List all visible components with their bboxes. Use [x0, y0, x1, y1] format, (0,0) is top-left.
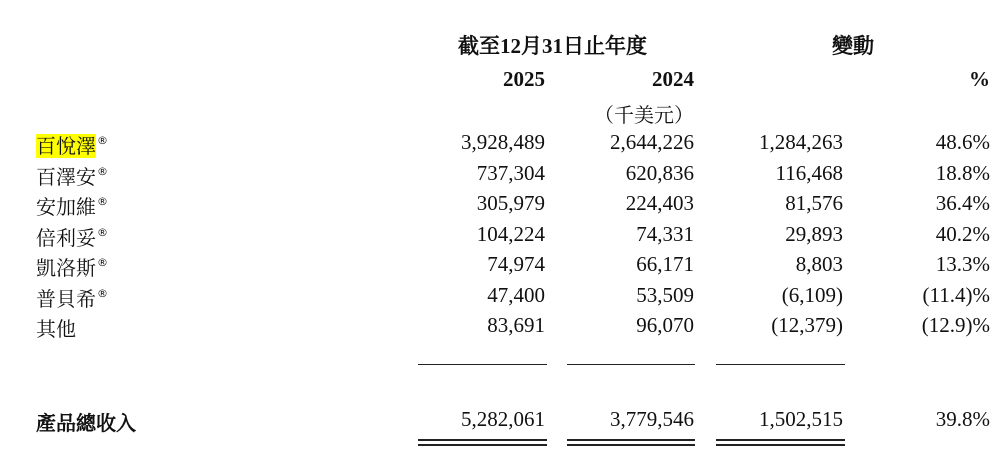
registered-mark: ®	[97, 256, 108, 269]
product-name: 凱洛斯	[36, 256, 96, 280]
registered-mark: ®	[97, 165, 108, 178]
value-pct: (12.9)%	[921, 313, 990, 337]
value-pct: 40.2%	[935, 222, 990, 246]
value-2025: 3,928,489	[461, 130, 545, 154]
value-2024: 74,331	[636, 222, 694, 246]
subtotal-rule-2024	[567, 364, 695, 365]
registered-mark: ®	[97, 226, 108, 239]
value-2025: 305,979	[476, 191, 545, 215]
value-2024: 96,070	[636, 313, 694, 337]
total-2025: 5,282,061	[461, 407, 545, 431]
value-change: 1,284,263	[759, 130, 843, 154]
period-header: 截至12月31日止年度	[458, 34, 647, 58]
value-change: 116,468	[775, 161, 843, 185]
unit-label: （千美元）	[594, 103, 694, 127]
product-name: 安加維	[36, 195, 96, 219]
total-2024: 3,779,546	[610, 407, 694, 431]
value-change: 81,576	[785, 191, 843, 215]
value-change: 29,893	[785, 222, 843, 246]
year-2025-header: 2025	[503, 67, 545, 91]
row-name	[36, 222, 108, 251]
value-2024: 2,644,226	[610, 130, 694, 154]
subtotal-rule-change	[716, 364, 845, 365]
value-2025: 104,224	[476, 222, 545, 246]
row-name	[36, 130, 108, 159]
value-pct: 36.4%	[935, 191, 990, 215]
value-change: (12,379)	[771, 313, 843, 337]
row-name	[36, 283, 108, 312]
value-2025: 737,304	[476, 161, 545, 185]
registered-mark: ®	[97, 195, 108, 208]
registered-mark: ®	[97, 287, 108, 300]
total-double-rule-change	[716, 439, 845, 446]
value-2024: 224,403	[625, 191, 694, 215]
total-pct: 39.8%	[935, 407, 990, 431]
value-pct: (11.4)%	[922, 283, 990, 307]
percent-header: %	[969, 67, 990, 91]
product-name: 倍利妥	[36, 226, 96, 250]
total-change: 1,502,515	[759, 407, 843, 431]
row-name	[36, 252, 108, 281]
value-pct: 18.8%	[935, 161, 990, 185]
value-2025: 83,691	[487, 313, 545, 337]
total-double-rule-2025	[418, 439, 547, 446]
value-pct: 48.6%	[935, 130, 990, 154]
subtotal-rule-2025	[418, 364, 547, 365]
value-change: 8,803	[795, 252, 843, 276]
total-double-rule-2024	[567, 439, 695, 446]
year-2024-header: 2024	[652, 67, 694, 91]
product-name: 其他	[36, 317, 76, 341]
change-header: 變動	[832, 34, 874, 58]
value-2025: 74,974	[487, 252, 545, 276]
product-name: 百悅澤	[36, 134, 96, 158]
value-pct: 13.3%	[935, 252, 990, 276]
product-name: 百澤安	[36, 165, 96, 189]
value-2024: 66,171	[636, 252, 694, 276]
value-2024: 620,836	[625, 161, 694, 185]
value-2024: 53,509	[636, 283, 694, 307]
product-name: 普貝希	[36, 287, 96, 311]
value-change: (6,109)	[781, 283, 843, 307]
total-label: 產品總收入	[36, 411, 136, 435]
registered-mark: ®	[97, 134, 108, 147]
row-name	[36, 191, 108, 220]
row-name	[36, 161, 108, 190]
value-2025: 47,400	[487, 283, 545, 307]
row-name	[36, 313, 76, 342]
